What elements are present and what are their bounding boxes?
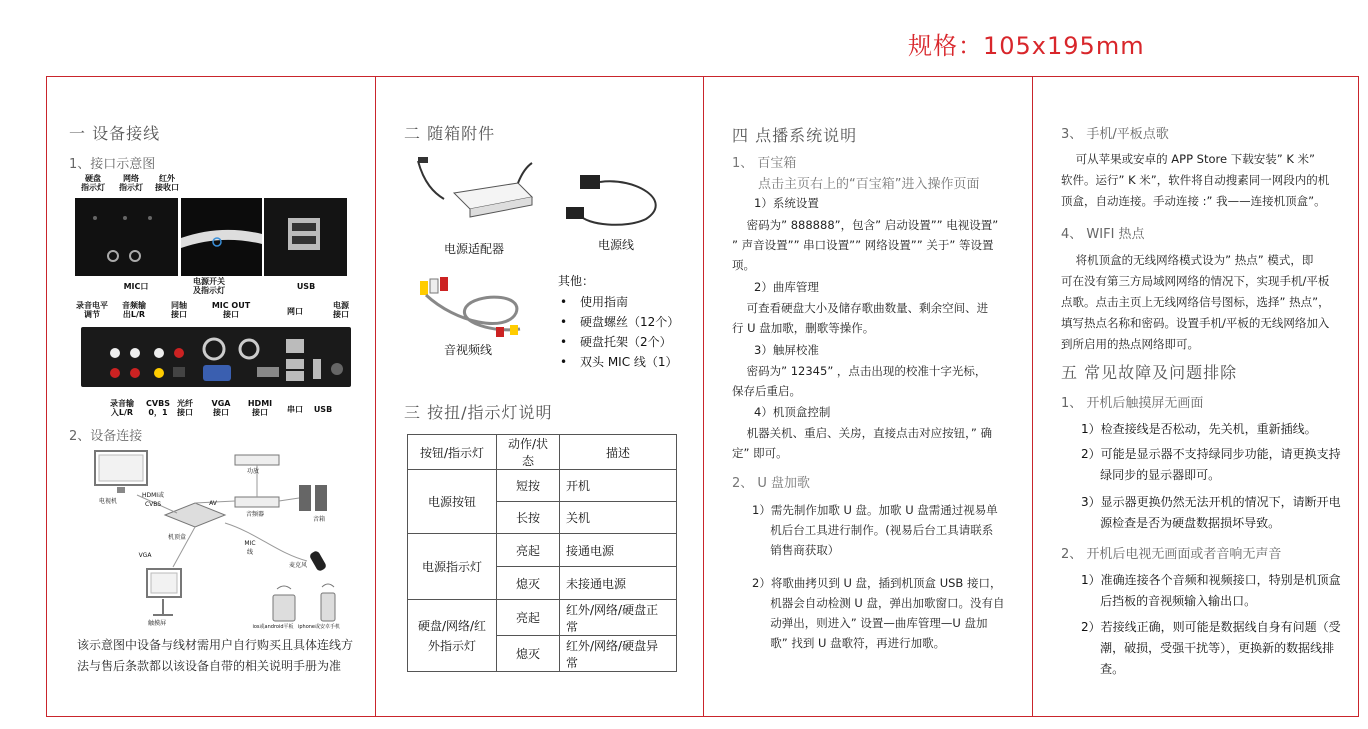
av-cable-icon [416, 273, 528, 337]
others-title: 其他： [558, 274, 595, 288]
bullet-item-text: 使用指南 [580, 295, 629, 309]
subsection-title: 1、接口示意图 [69, 157, 156, 172]
port-label: 红外 接收口 [155, 174, 179, 192]
table-cell: 关机 [560, 502, 677, 534]
diagram-label: 电视机 [98, 498, 117, 505]
power-icon [181, 198, 262, 276]
bullet-item-text: 硬盘螺丝（12个） [580, 315, 680, 329]
power-switch-photo [181, 198, 262, 276]
subsection-title: 4、 WIFI 热点 [1061, 227, 1145, 242]
fault-item: 1）检查接线是否松动，先关机，重新插线。 [1081, 422, 1317, 436]
port-label: HDMI 接口 [247, 399, 273, 417]
table-cell: 亮起 [497, 600, 560, 636]
item-text: 2）将歌曲拷贝到 U 盘，插到机顶盒 USB 接口， 机器会自动检测 U 盘，弹出加歌窗口。没有自 动弹出，则进入” 设置—曲库管理—U 盘加 歌” 找到 U 盘歌符，再进行加歌。 [752, 576, 1005, 650]
port-label: CVBS 0，1 [146, 399, 170, 417]
panel-vod-system [704, 77, 1032, 716]
table-cell: 电源按钮 [408, 470, 497, 534]
port-label: MIC OUT 接口 [211, 301, 251, 319]
device-rear-photo [81, 327, 351, 387]
item-title: 1）系统设置 [754, 196, 819, 210]
power-adapter-icon [414, 153, 536, 223]
diagram-label: iphone或安卓手机 [297, 624, 341, 630]
diagram-label: 触摸屏 [147, 620, 166, 627]
port-label: 电源开关 及指示灯 [193, 277, 225, 295]
fault-item: 2）若接线正确，则可能是数据线自身有问题（受 潮，破损，受强干扰等），更换新的数据线排 查。 [1081, 620, 1341, 676]
fault-item: 2）可能是显示器不支持绿同步功能，请更换支持 绿同步的显示器即可。 [1081, 447, 1341, 482]
subsection-title: 1、 开机后触摸屏无画面 [1061, 396, 1204, 411]
table-header: 按钮/指示灯 [408, 435, 497, 470]
diagram-label: ios或android平板 [252, 624, 294, 630]
bullet-item-text: 双头 MIC 线（1） [580, 355, 678, 369]
table-header: 描述 [560, 435, 677, 470]
port-label: USB [296, 282, 316, 291]
spec-label: 规格：105x195mm [908, 32, 1145, 60]
table-cell: 未接通电源 [560, 567, 677, 600]
usb-icon [264, 198, 347, 276]
diagram-label: 机顶盒 [167, 534, 186, 541]
button-indicator-table [407, 434, 677, 672]
bullet-item: • [560, 295, 568, 309]
diagram-label: 功放 [246, 468, 259, 475]
table-cell: 短按 [497, 470, 560, 502]
panel-mobile-troubleshoot [1033, 77, 1360, 716]
table-row [408, 600, 677, 636]
connection-diagram [77, 443, 367, 629]
port-label: 电源 接口 [333, 301, 349, 319]
bullet-item-text: 硬盘托架（2个） [580, 335, 672, 349]
port-label: 网络 指示灯 [119, 174, 143, 192]
table-row [408, 534, 677, 567]
item-text: 1）需先制作加歌 U 盘。加歌 U 盘需通过视易单 机后台工具进行制作。(视易后台工具请联系 销售商获取） [752, 503, 998, 557]
table-cell: 红外/网络/硬盘异常 [560, 636, 677, 672]
rear-panel-icon [81, 327, 351, 387]
usb-photo [264, 198, 347, 276]
subsection-title: 2、设备连接 [69, 429, 143, 444]
table-cell: 接通电源 [560, 534, 677, 567]
bullet-item: • [560, 315, 568, 329]
section-title: 三 按扭/指示灯说明 [404, 403, 553, 422]
table-cell: 硬盘/网络/红 外指示灯 [408, 600, 497, 672]
item-title: 3）触屏校准 [754, 343, 819, 357]
fault-item: 1）准确连接各个音频和视频接口，特别是机顶盒 后挡板的音视频输入输出口。 [1081, 573, 1341, 608]
section-title: 四 点播系统说明 [732, 126, 858, 145]
table-cell: 熄灭 [497, 567, 560, 600]
table-header: 动作/状态 [497, 435, 560, 470]
port-label: 同轴 接口 [171, 301, 187, 319]
section-title: 一 设备接线 [69, 124, 161, 143]
bullet-item: • [560, 355, 568, 369]
item-text: 可从苹果或安卓的 APP Store 下载安装” K 米” 软件。运行” K 米”，软件将自动搜素同一网段内的机 顶盒，自动连接。手动连接 :” 我——连接机顶盒”。 [1061, 152, 1330, 208]
diagram-label: AV [209, 500, 217, 507]
device-front-photo [75, 198, 178, 276]
port-label: VGA 接口 [211, 399, 231, 417]
item-text: 可查看硬盘大小及储存歌曲数量、剩余空间、进 行 U 盘加歌，删歌等操作。 [732, 301, 989, 335]
port-label: 录音输 入L/R [110, 399, 134, 417]
front-panel-icon [75, 198, 178, 276]
table-cell: 长按 [497, 502, 560, 534]
table-cell: 红外/网络/硬盘正常 [560, 600, 677, 636]
item-text: 机器关机、重启、关房，直接点击对应按钮，” 确 定” 即可。 [732, 426, 992, 460]
port-label: 音频输 出L/R [122, 301, 146, 319]
diagram-label: 麦克风 [288, 562, 307, 569]
table-header-row [408, 435, 677, 470]
accessory-caption: 电源线 [598, 238, 635, 252]
subsection-title: 2、 U 盘加歌 [732, 476, 811, 491]
item-text: 将机顶盒的无线网络模式设为” 热点” 模式，即 可在没有第三方局域网网络的情况下，实现手机/平板 点歌。点击主页上无线网络信号图标，选择” 热点”， 填写热点名称和密码。设置手机/平板的无线网络加入 到所启用的热点网络即可。 [1061, 253, 1330, 351]
diagram-label: MIC 线 [244, 540, 256, 556]
subsection-subtitle: 点击主页右上的“百宝箱”进入操作页面 [758, 177, 980, 192]
diagram-label: HDMI或 CVBS [141, 492, 165, 508]
subsection-title: 3、 手机/平板点歌 [1061, 127, 1169, 142]
subsection-title: 1、 百宝箱 [732, 156, 797, 171]
diagram-label: VGA [138, 552, 152, 559]
table-cell: 开机 [560, 470, 677, 502]
port-label: USB [313, 405, 333, 414]
table-cell: 电源指示灯 [408, 534, 497, 600]
diagram-label: 音箱 [312, 516, 325, 523]
item-text: 密码为” 888888”，包含” 启动设置”” 电视设置” ” 声音设置”” 串口设置”” 网络设置”” 关于” 等设置 项。 [732, 218, 999, 272]
port-label: 硬盘 指示灯 [81, 174, 105, 192]
bullet-item: • [560, 335, 568, 349]
diagram-label: 音频器 [245, 511, 264, 518]
brochure-frame [46, 76, 1359, 717]
accessory-caption: 电源适配器 [444, 242, 505, 256]
panel-device-wiring [47, 77, 375, 716]
accessory-caption: 音视频线 [444, 343, 493, 357]
section-title: 五 常见故障及问题排除 [1061, 363, 1238, 382]
port-label: 网口 [287, 307, 303, 316]
item-text: 密码为” 12345” ，点击出现的校准十字光标， 保存后重启。 [732, 364, 987, 398]
section-title: 二 随箱附件 [404, 124, 496, 143]
panel-accessories [376, 77, 703, 716]
port-label: 串口 [287, 405, 303, 414]
wiring-note: 该示意图中设备与线材需用户自行购买且具体连线方 法与售后条款都以该设备自带的相关说明手册为准 [77, 638, 354, 673]
item-title: 2）曲库管理 [754, 280, 819, 294]
table-cell: 熄灭 [497, 636, 560, 672]
subsection-title: 2、 开机后电视无画面或者音响无声音 [1061, 547, 1282, 562]
port-label: 光纤 接口 [177, 399, 193, 417]
power-cord-icon [556, 171, 678, 231]
fault-item: 3）显示器更换仍然无法开机的情况下，请断开电 源检查是否为硬盘数据损坏导致。 [1081, 495, 1341, 530]
port-label: 录音电平 调节 [76, 301, 108, 319]
port-label: MIC口 [123, 282, 149, 291]
item-title: 4）机顶盒控制 [754, 405, 831, 419]
table-row [408, 470, 677, 502]
table-cell: 亮起 [497, 534, 560, 567]
